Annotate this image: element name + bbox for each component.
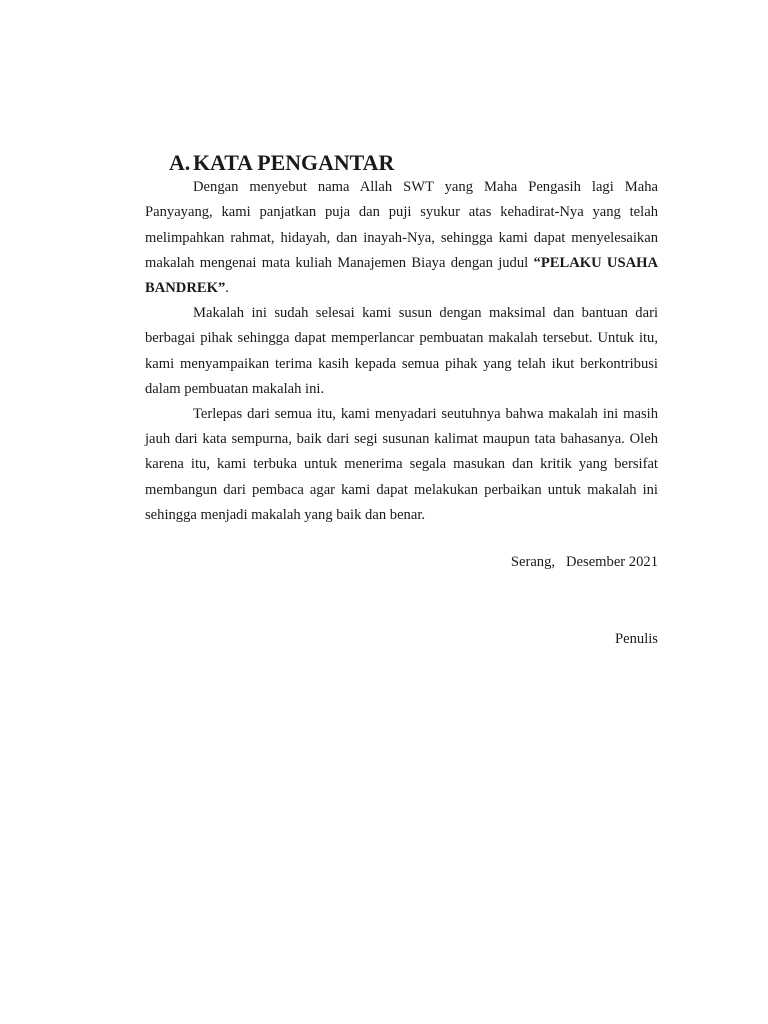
section-heading	[145, 150, 658, 175]
paragraph-1	[145, 175, 658, 301]
document-body	[145, 150, 658, 528]
section-number: A.	[169, 150, 191, 175]
section-title: KATA PENGANTAR	[193, 150, 395, 175]
paragraph-1-end: .	[225, 280, 229, 296]
paragraph-2: Makalah ini sudah selesai kami susun dengan maksimal dan bantuan dari berbagai pihak sehingga dapat memperlancar pembuatan makalah tersebut. Untuk itu, kami menyampaikan terima kasih kepada semua pihak yang telah ikut berkontribusi dalam pembuatan makalah ini.	[145, 305, 658, 397]
paragraph-3: Terlepas dari semua itu, kami menyadari seutuhnya bahwa makalah ini masih jauh dari kata sempurna, baik dari segi susunan kalimat maupun tata bahasanya. Oleh karena itu, kami terbuka untuk menerima segala masukan dan kritik yang bersifat membangun dari pembaca agar kami dapat melakukan perbaikan untuk makalah ini sehingga menjadi makalah yang baik dan benar.	[145, 406, 658, 523]
place-date: Serang, Desember 2021	[510, 554, 658, 570]
paper-title: “PELAKU USAHA BANDREK”	[145, 254, 659, 296]
author-signature: Penulis	[615, 631, 658, 647]
paragraph-1-text: Dengan menyebut nama Allah SWT yang Maha Pengasih lagi Maha Panyayang, kami panjatkan puja dan puji syukur atas kehadirat-Nya yang telah melimpahkan rahmat, hidayah, dan inayah-Nya, sehingga kami dapat menyelesaikan makalah mengenai mata kuliah Manajemen Biaya dengan judul	[145, 179, 658, 271]
